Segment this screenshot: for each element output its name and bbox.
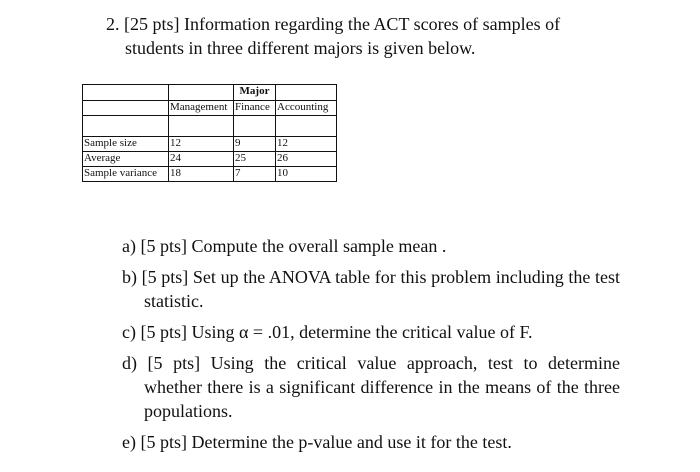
table-column-header-row [83,101,337,116]
cell-accounting: 12 [276,137,337,152]
column-header-management: Management [169,101,234,116]
table-corner-cell [83,85,169,101]
row-label-sample-variance: Sample variance [83,167,169,182]
table-blank-row [83,116,337,137]
question-line-1: 2. [25 pts] Information regarding the ACT scores of samples of [106,14,561,34]
table-row [83,137,337,152]
cell-management: 18 [169,167,234,182]
list-item [122,430,620,454]
cell-finance: 9 [234,137,276,152]
cell-accounting: 10 [276,167,337,182]
question-parts-list [122,234,620,461]
part-c-text: c) [5 pts] Using α = .01, determine the critical value of F. [122,322,533,342]
table-empty-cell [276,85,337,101]
major-header: Major [234,85,276,101]
table-empty-cell [169,85,234,101]
part-b-text: b) [5 pts] Set up the ANOVA table for this problem including the test statistic. [122,267,620,311]
act-scores-table [82,84,337,182]
cell-management: 24 [169,152,234,167]
row-label-sample-size: Sample size [83,137,169,152]
column-header-finance: Finance [234,101,276,116]
table-header-group-row [83,85,337,101]
question-heading [106,12,626,60]
part-d-text: d) [5 pts] Using the critical value approach, test to determine whether there is a significant difference in the means of the three populations. [122,353,620,421]
list-item [122,351,620,423]
table-empty-cell [83,101,169,116]
cell-finance: 25 [234,152,276,167]
question-line-2: students in three different majors is given below. [125,38,476,58]
part-a-text: a) [5 pts] Compute the overall sample mean . [122,236,447,256]
list-item [122,265,620,313]
cell-finance: 7 [234,167,276,182]
row-label-average: Average [83,152,169,167]
list-item [122,320,620,344]
cell-management: 12 [169,137,234,152]
part-e-text: e) [5 pts] Determine the p-value and use it for the test. [122,432,512,452]
column-header-accounting: Accounting [276,101,337,116]
cell-accounting: 26 [276,152,337,167]
list-item [122,234,620,258]
table-row [83,152,337,167]
table-row [83,167,337,182]
